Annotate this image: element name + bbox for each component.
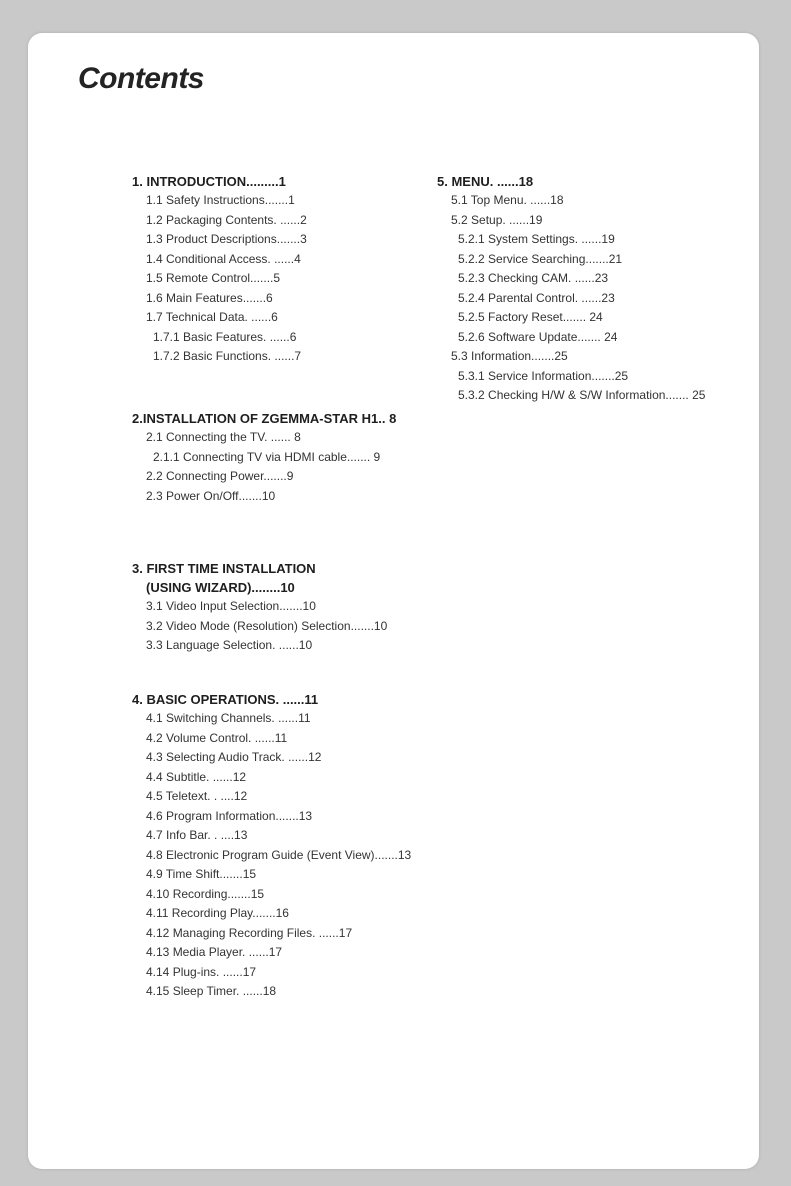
toc-item[interactable]: 4.13 Media Player. ......17 (146, 945, 283, 959)
toc-section-basic-operations (132, 690, 411, 1002)
toc-item[interactable]: 1.4 Conditional Access. ......4 (146, 251, 301, 266)
toc-item[interactable]: 5.1 Top Menu. ......18 (451, 193, 564, 207)
toc-item[interactable]: 1.5 Remote Control.......5 (146, 271, 281, 285)
toc-section-installation (132, 409, 396, 506)
toc-item[interactable]: 3.3 Language Selection. ......10 (146, 638, 313, 652)
page-title: Contents (78, 62, 204, 95)
toc-left-column (132, 172, 412, 998)
toc-item[interactable]: 4.9 Time Shift.......15 (146, 867, 257, 881)
toc-subitem[interactable]: 1.7.1 Basic Features. ......6 (153, 329, 297, 344)
toc-item[interactable]: 1.6 Main Features.......6 (146, 290, 273, 305)
toc-item[interactable]: 5.2 Setup. ......19 (451, 212, 543, 227)
toc-subitem[interactable]: 5.3.1 Service Information.......25 (458, 368, 629, 383)
toc-item[interactable]: 2.1 Connecting the TV. ...... 8 (146, 430, 301, 444)
toc-heading[interactable] (132, 559, 387, 597)
toc-heading[interactable]: 1. INTRODUCTION.........1 (132, 174, 286, 189)
toc-item[interactable]: 1.1 Safety Instructions.......1 (146, 193, 295, 207)
toc-section-first-time-installation (132, 559, 387, 656)
toc-heading-line1: 3. FIRST TIME INSTALLATION (132, 561, 316, 576)
toc-item[interactable]: 4.3 Selecting Audio Track. ......12 (146, 750, 322, 764)
toc-heading[interactable]: 2.INSTALLATION OF ZGEMMA-STAR H1.. 8 (132, 411, 397, 426)
toc-item[interactable]: 4.10 Recording.......15 (146, 886, 265, 901)
toc-right-column (437, 172, 705, 406)
toc-subitem[interactable]: 5.3.2 Checking H/W & S/W Information....... 25 (458, 388, 706, 402)
toc-item[interactable]: 4.15 Sleep Timer. ......18 (146, 984, 277, 998)
toc-item[interactable]: 1.7 Technical Data. ......6 (146, 310, 278, 324)
toc-item[interactable]: 1.3 Product Descriptions.......3 (146, 232, 307, 246)
toc-subitem[interactable]: 5.2.5 Factory Reset....... 24 (458, 310, 603, 324)
toc-item[interactable]: 2.2 Connecting Power.......9 (146, 469, 294, 483)
toc-subitem[interactable]: 5.2.2 Service Searching.......21 (458, 251, 623, 266)
toc-item[interactable]: 3.2 Video Mode (Resolution) Selection.......10 (146, 618, 388, 633)
toc-subitem[interactable]: 5.2.1 System Settings. ......19 (458, 232, 615, 246)
toc-heading-line2: (USING WIZARD)........10 (146, 580, 295, 595)
toc-item[interactable]: 4.2 Volume Control. ......11 (146, 730, 288, 745)
toc-item[interactable]: 4.5 Teletext. . ....12 (146, 789, 248, 803)
toc-item[interactable]: 4.12 Managing Recording Files. ......17 (146, 925, 353, 940)
toc-item[interactable]: 4.6 Program Information.......13 (146, 808, 313, 823)
toc-heading[interactable]: 5. MENU. ......18 (437, 174, 534, 189)
toc-heading[interactable]: 4. BASIC OPERATIONS. ......11 (132, 692, 319, 707)
toc-item[interactable]: 3.1 Video Input Selection.......10 (146, 599, 316, 613)
toc-item[interactable]: 4.14 Plug-ins. ......17 (146, 964, 257, 979)
toc-item[interactable]: 4.4 Subtitle. ......12 (146, 769, 247, 784)
toc-subitem[interactable]: 5.2.6 Software Update....... 24 (458, 329, 618, 344)
toc-item[interactable]: 4.11 Recording Play.......16 (146, 906, 289, 920)
toc-item[interactable]: 4.8 Electronic Program Guide (Event View).......13 (146, 847, 412, 862)
toc-section-introduction (132, 172, 307, 367)
toc-section-menu (437, 172, 705, 406)
toc-item[interactable]: 4.7 Info Bar. . ....13 (146, 828, 248, 842)
toc-subitem[interactable]: 1.7.2 Basic Functions. ......7 (153, 349, 302, 363)
toc-item[interactable]: 5.3 Information.......25 (451, 349, 568, 363)
toc-subitem[interactable]: 5.2.4 Parental Control. ......23 (458, 290, 615, 305)
toc-subitem[interactable]: 2.1.1 Connecting TV via HDMI cable....... 9 (153, 449, 381, 464)
toc-item[interactable]: 4.1 Switching Channels. ......11 (146, 711, 311, 725)
toc-item[interactable]: 2.3 Power On/Off.......10 (146, 488, 276, 503)
toc-subitem[interactable]: 5.2.3 Checking CAM. ......23 (458, 271, 609, 285)
toc-item[interactable]: 1.2 Packaging Contents. ......2 (146, 212, 307, 227)
